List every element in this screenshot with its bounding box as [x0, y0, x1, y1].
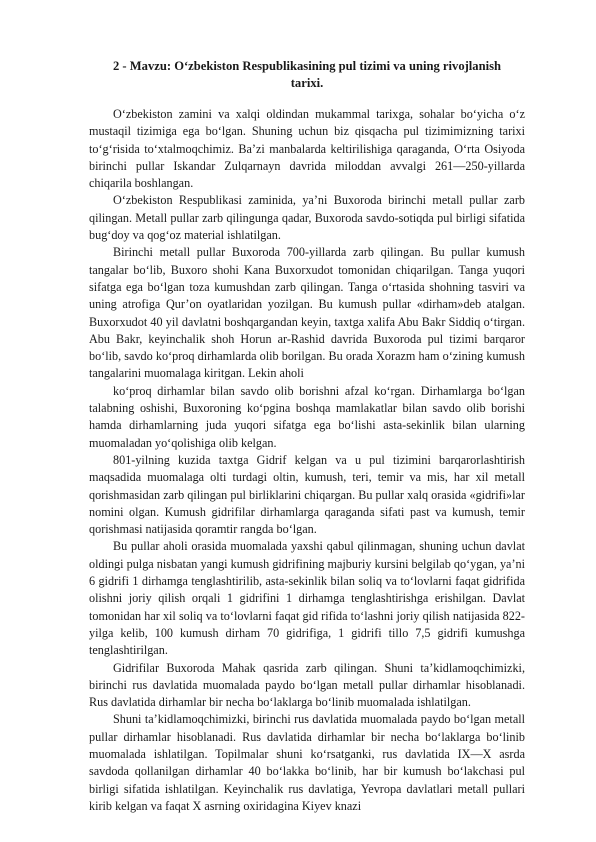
paragraph-8: Shuni ta’kidlamoqchimizki, birinchi rus davlatida muomalada paydo bo‘lgan metall pullar dirhamlar hisoblanadi. Rus davlatida dirhamlar bir necha bo‘laklarga bo‘linib muomalada ishlatilgan. Topilmalar shuni ko‘rsatganki, rus davlatida IX—X asrda savdoda qollanilgan dirhamlar 40 bo‘lakka bo‘linib, har bir kumush bo‘lakchasi pul birligi sifatida ishlatilgan. Keyinchalik rus davlatiga, Yevropa davlatlari metall pullari kirib kelgan va faqat X asrning oxiridagina Kiyev knazi — [89, 712, 525, 813]
page-title: 2 - Mavzu: O‘zbekiston Respublikasining pul tizimi va uning rivojlanish tarixi. — [112, 59, 502, 90]
paragraph-3: Birinchi metall pullar Buxoroda 700-yillarda zarb qilingan. Bu pullar kumush tangalar bo‘lib, Buxoro shohi Kana Buxorxudot tomonidan chiqarilgan. Tanga yuqori sifatga ega bo‘lgan toza kumushdan zarb qilingan. Tanga o‘rtasida shohning tasviri va uning atrofiga Qur’on oyatlaridan yozilgan. Bu kumush pullar «dirham»deb atalgan. Buxorxudot 40 yil davlatni boshqargandan keyin, taxtga xalifa Abu Bakr Siddiq o‘tirgan. Abu Bakr, keyinchalik shoh Horun ar-Rashid davrida Buxoroda pul tizimi barqaror bo‘lib, savdo ko‘proq dirhamlarda olib borilgan. Bu orada Xorazm ham o‘zining kumush tangalarini muomalaga kiritgan. Lekin aholi — [89, 245, 525, 381]
paragraph-1: O‘zbekiston zamini va xalqi oldindan mukammal tarixga, sohalar bo‘yicha o‘z mustaqil tizimiga ega bo‘lgan. Shuning uchun biz qisqacha pul tizimimizning tarixi to‘g‘risida to‘xtalmoqchimiz. Ba’zi manbalarda keltirilishiga qaraganda, O‘rta Osiyoda birinchi pullar Iskandar Zulqarnayn davrida miloddan avvalgi 261—250-yillarda chiqarila boshlangan. — [89, 107, 525, 191]
document-body — [89, 58, 525, 815]
paragraph-6: Bu pullar aholi orasida muomalada yaxshi qabul qilinmagan, shuning uchun davlat oldingi pulga nisbatan yangi kumush gidrifining majburiy kursini belgilab qo‘ygan, ya’ni 6 gidrifi 1 dirhamga tenglashtirilib, asta-sekinlik bilan soliq va to‘lovlarni faqat gidrifida olishni joriy qilish orqali 1 gidrifini 1 dirhamga tenglashtirishga erishilgan. Davlat tomonidan har xil soliq va to‘lovlarni faqat gid rifida to‘lashni joriy qilish natijasida 822-yilga kelib, 100 kumush dirham 70 gidrifiga, 1 gidrifi tillo 7,5 gidrifi kumushga tenglashtirilgan. — [89, 539, 525, 658]
paragraph-4: ko‘proq dirhamlar bilan savdo olib borishni afzal ko‘rgan. Dirhamlarga bo‘lgan talabning oshishi, Buxoroning ko‘pgina boshqa mamlakatlar bilan savdo olib borishi hamda dirhamlarning juda yuqori sifatga ega bo‘lishi asta-sekinlik bilan ularning muomaladan yo‘qolishiga olib kelgan. — [89, 383, 525, 450]
paragraph-5: 801-yilning kuzida taxtga Gidrif kelgan va u pul tizimini barqarorlashtirish maqsadida muomalaga olti turdagi oltin, kumush, teri, temir va mis, har xil metall qorishmasidan zarb qilingan pul birliklarini chiqargan. Bu pullar xalq orasida «gidrifi»lar nomini olgan. Kumush gidrifilar dirhamlarga qaraganda sifati past va kumush, temir qorishmasi natijasida qoramtir rangda bo‘lgan. — [89, 452, 525, 537]
paragraph-7: Gidrifilar Buxoroda Mahak qasrida zarb qilingan. Shuni ta’kidlamoqchimizki, birinchi rus davlatida muomalada paydo bo‘lgan metall pullar dirhamlar hisoblanadi. Rus davlatida dirhamlar bir necha bo‘laklarga bo‘linib muomalada ishlatilgan. — [89, 660, 525, 710]
paragraph-2: O‘zbekiston Respublikasi zaminida, ya’ni Buxoroda birinchi metall pullar zarb qilingan. Metall pullar zarb qilingunga qadar, Buxoroda savdo-sotiqda pul birligi sifatida bug‘doy va qog‘oz material ishlatilgan. — [89, 193, 525, 243]
